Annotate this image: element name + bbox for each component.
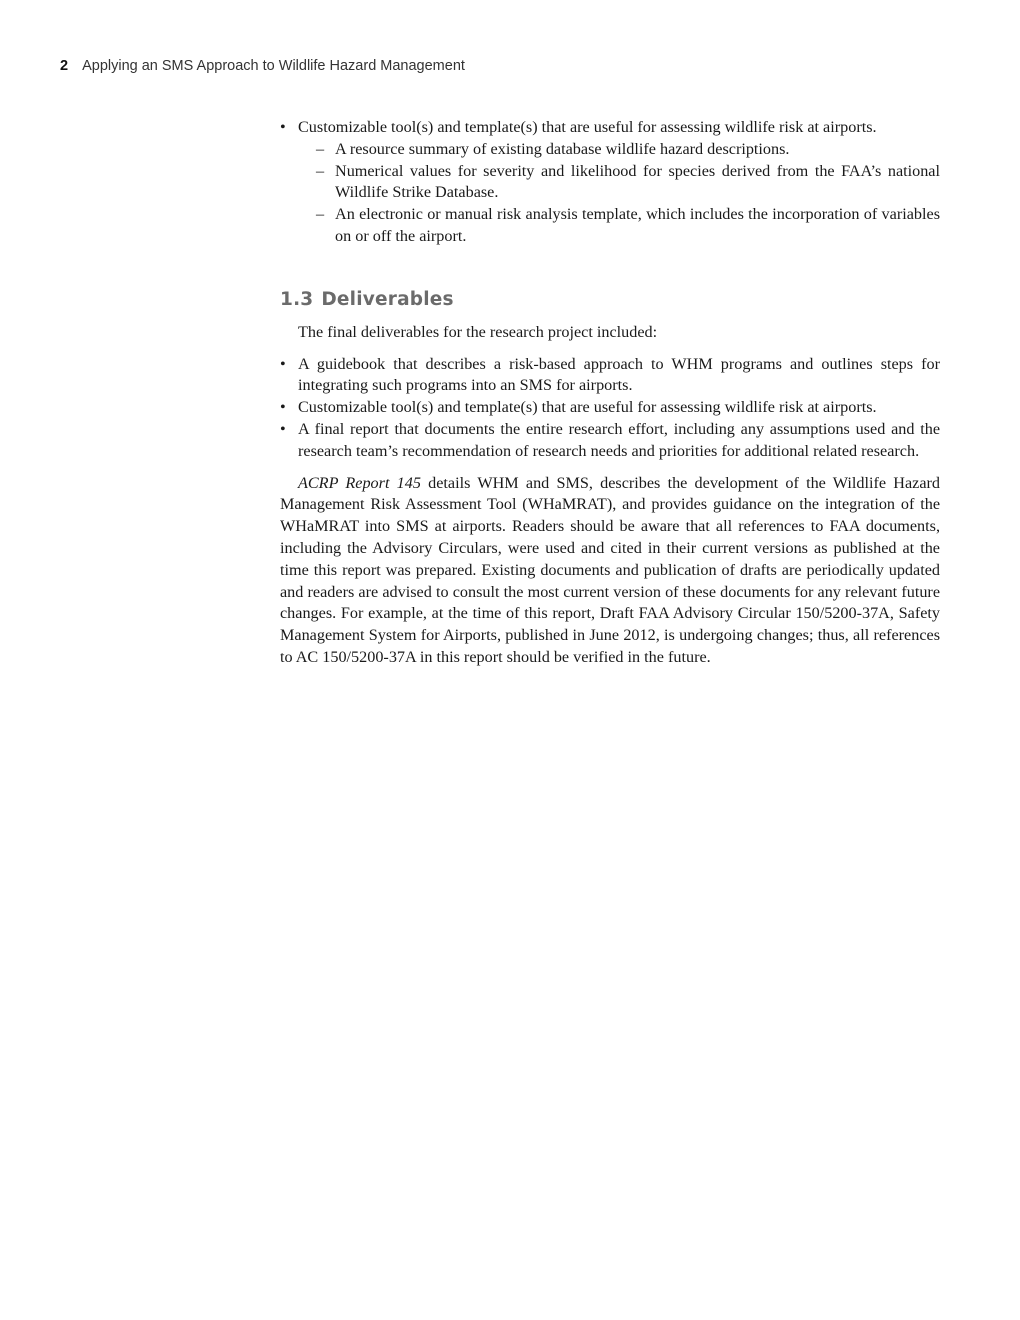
objectives-list — [280, 117, 940, 248]
section-intro: The final deliverables for the research project included: — [298, 322, 658, 341]
paragraph-text: details WHM and SMS, describes the development of the Wildlife Hazard Management Risk Assessment Tool (WHaMRAT), and provides guidance on the integration of the WHaMRAT into SMS at airports. Readers should be aware that all references to FAA documents, including the Advisory Circulars, were used and cited in their current versions as published at the time this report was prepared. Existing documents and publication of drafts are periodically updated and readers are advised to consult the most current version of these documents for any relevant future changes. For example, at the time of this report, Draft FAA Advisory Circular 150/5200-37A, Safety Management System for Airports, published in June 2012, is undergoing changes; thus, all references to AC 150/5200-37A in this report should be verified in the future. — [280, 473, 940, 666]
sub-list — [298, 139, 940, 248]
report-title: ACRP Report 145 — [298, 473, 421, 492]
list-item-text: Customizable tool(s) and template(s) that are useful for assessing wildlife risk at airports. — [298, 118, 877, 136]
running-title: Applying an SMS Approach to Wildlife Hazard Management — [82, 58, 465, 74]
page-content — [280, 117, 940, 669]
deliverables-list — [280, 354, 940, 463]
page-number: 2 — [60, 58, 69, 74]
running-header — [60, 58, 465, 74]
body-paragraph — [280, 473, 940, 669]
sub-list-item: – Numerical values for severity and likelihood for species derived from the FAA’s national Wildlife Strike Database. — [298, 161, 940, 205]
section-heading — [280, 288, 940, 312]
list-item — [280, 117, 940, 248]
list-item: • A final report that documents the entire research effort, including any assumptions used and the research team’s recommendation of research needs and priorities for additional related research. — [280, 419, 940, 463]
list-item: • A guidebook that describes a risk-based approach to WHM programs and outlines steps for integrating such programs into an SMS for airports. — [280, 354, 940, 398]
sub-list-item: – A resource summary of existing database wildlife hazard descriptions. — [298, 139, 940, 161]
sub-list-item: – An electronic or manual risk analysis template, which includes the incorporation of variables on or off the airport. — [298, 204, 940, 248]
section-number: 1.3 — [280, 288, 314, 310]
section-title: Deliverables — [321, 288, 454, 310]
list-item: • Customizable tool(s) and template(s) that are useful for assessing wildlife risk at airports. — [280, 397, 940, 419]
